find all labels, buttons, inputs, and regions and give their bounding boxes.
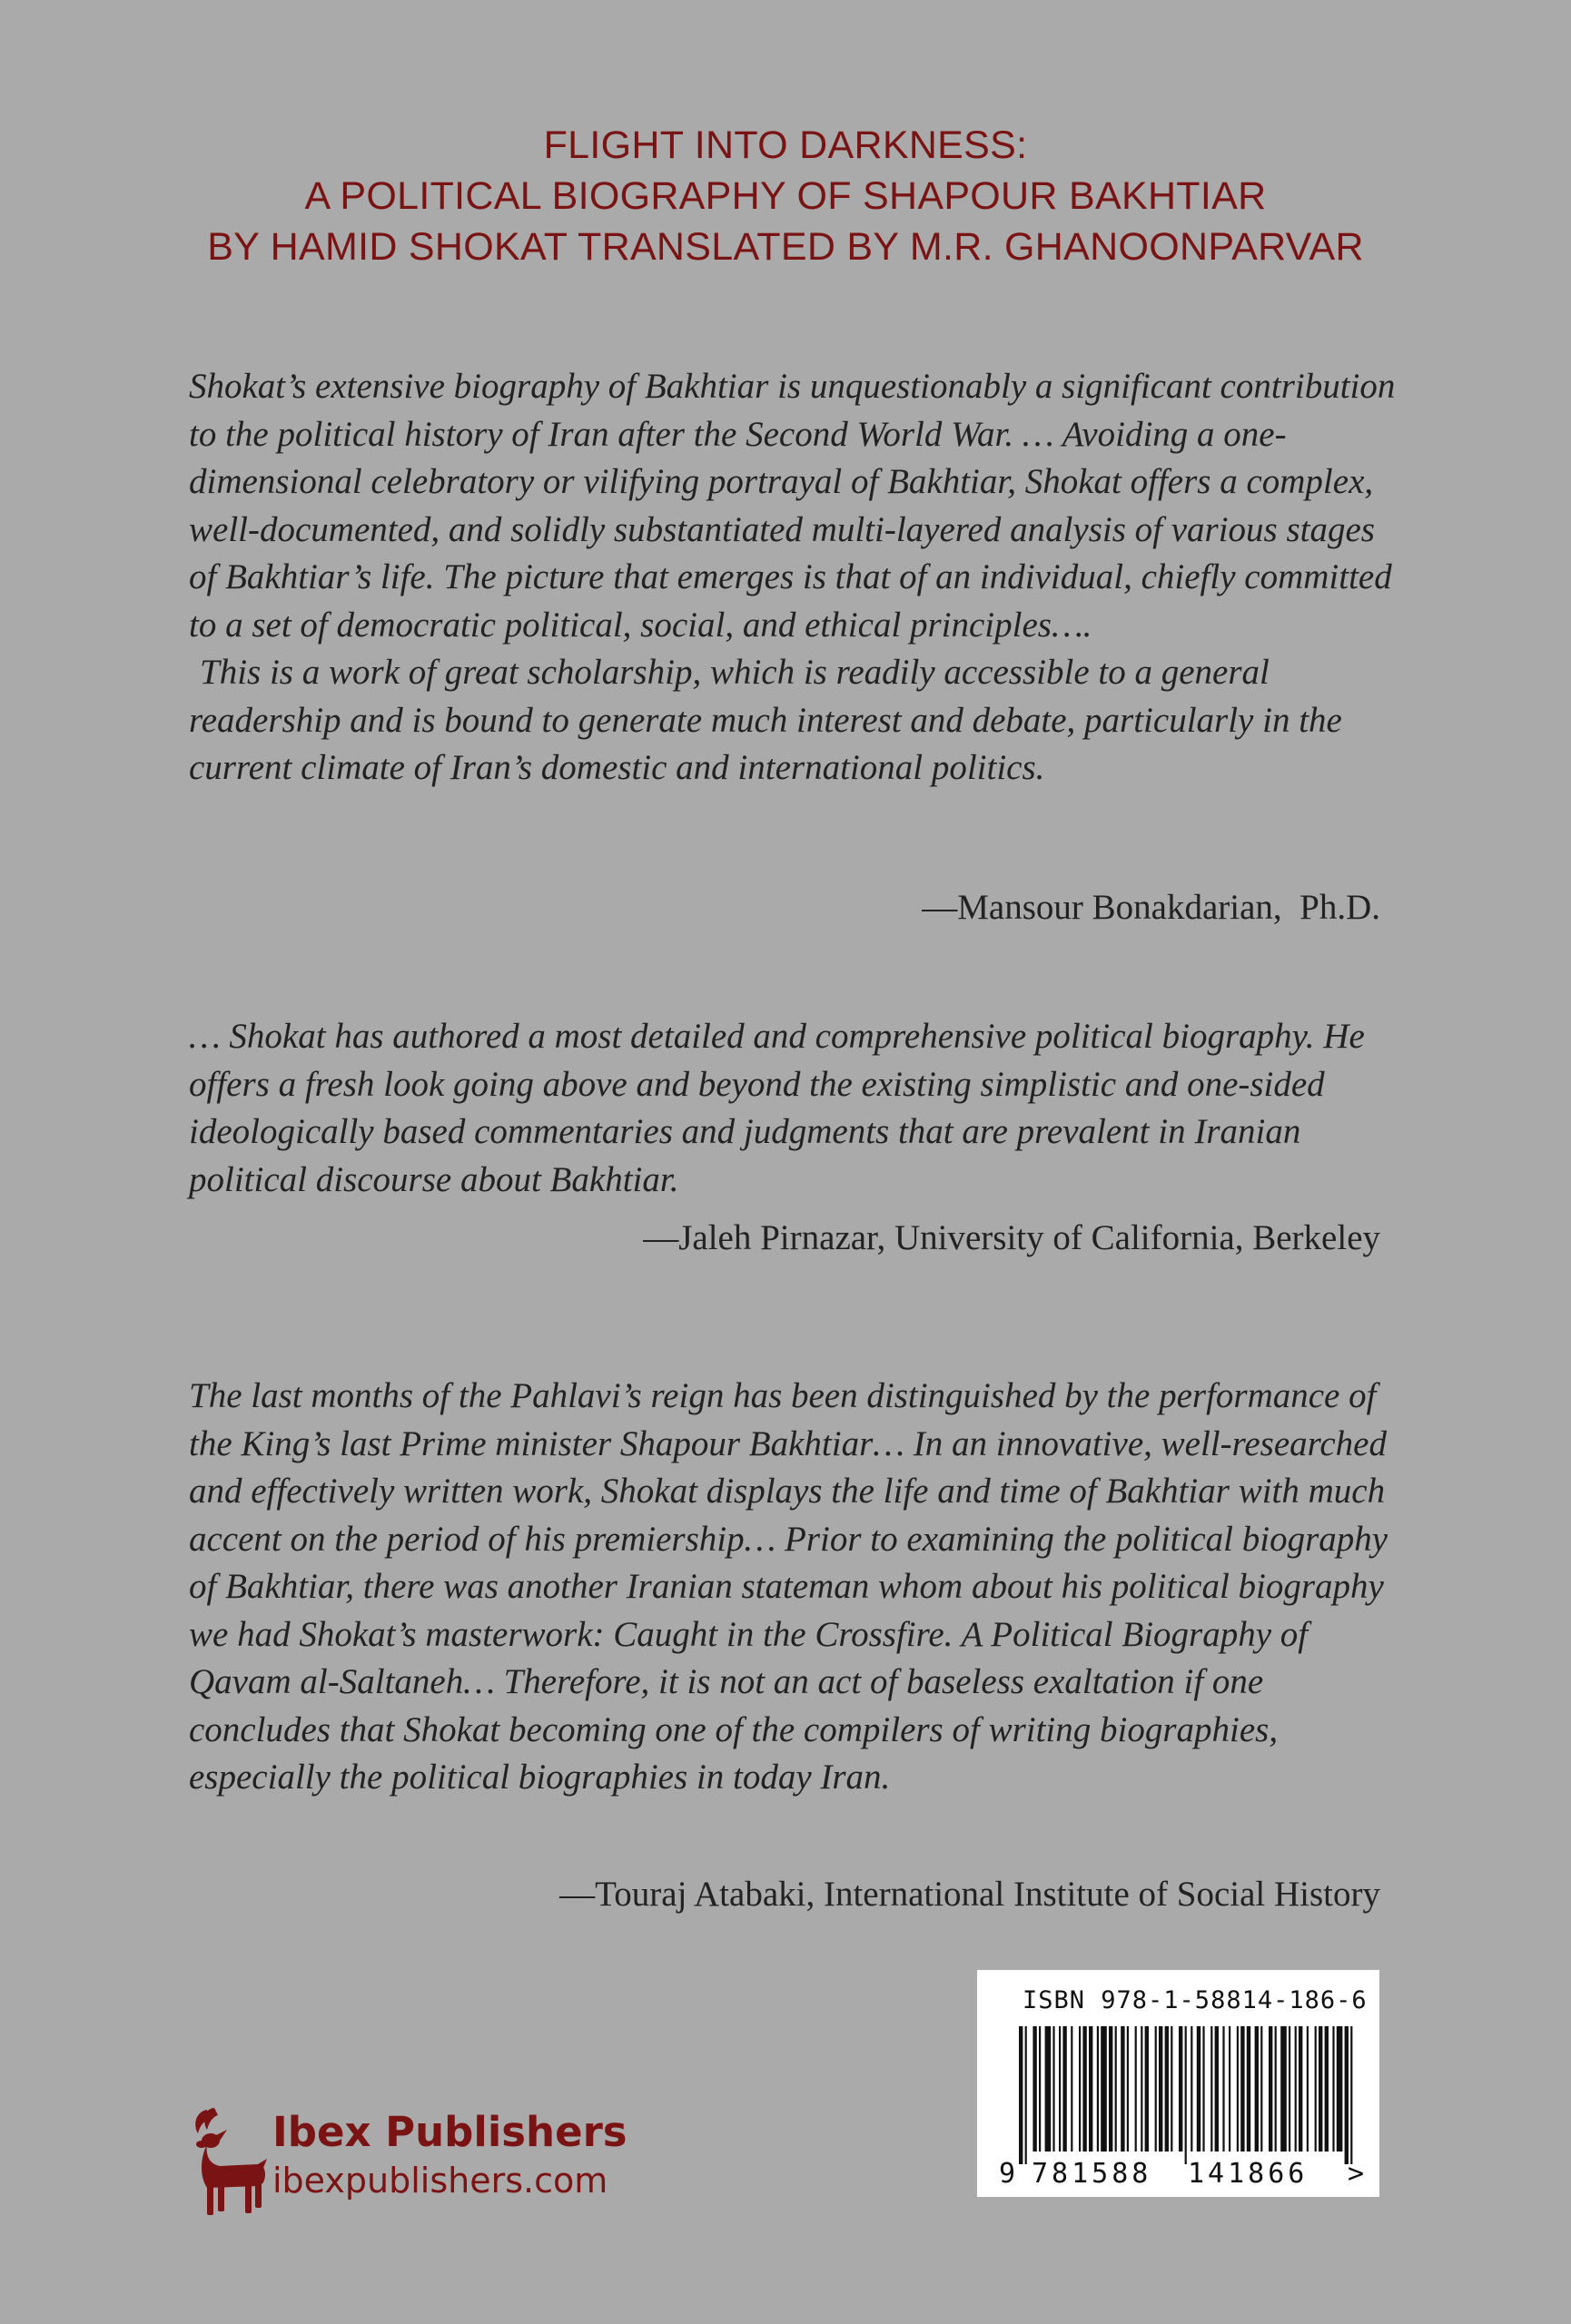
barcode-digits-left: 781588 <box>1032 2158 1152 2190</box>
review-3-quote <box>189 1373 1397 1802</box>
publisher-logo <box>180 2104 634 2231</box>
isbn-barcode-box <box>977 1970 1379 2197</box>
review-2-quote <box>189 1013 1397 1204</box>
review-2-paragraph-1: … Shokat has authored a most detailed and comprehensive political biography. He offers a fresh look going above and beyond the existing simplistic and one-sided ideologically based commentaries and judgments that are prevalent in Iranian political discourse about Bakhtiar. <box>189 1017 1365 1199</box>
review-2-attribution: —Jaleh Pirnazar, University of California, Berkeley <box>643 1218 1380 1257</box>
review-1-quote <box>189 363 1397 793</box>
isbn-label: ISBN 978-1-58814-186-6 <box>1023 1986 1368 2014</box>
publisher-name: Ibex Publishers <box>272 2108 627 2156</box>
publisher-url: ibexpublishers.com <box>272 2161 608 2201</box>
book-title-block <box>0 120 1571 272</box>
title-line-3: BY HAMID SHOKAT TRANSLATED BY M.R. GHANOONPARVAR <box>207 225 1364 269</box>
barcode-digit-tail: > <box>1348 2158 1365 2190</box>
review-1-attribution: —Mansour Bonakdarian, Ph.D. <box>922 888 1380 927</box>
title-line-2: A POLITICAL BIOGRAPHY OF SHAPOUR BAKHTIAR <box>304 174 1267 218</box>
review-1-paragraph-1: Shokat’s extensive biography of Bakhtiar is unquestionably a significant contribution to the political history of Iran after the Second World War. … Avoiding a one-dimensional celebratory or vilifying portrayal of Bakhtiar, Shokat offers a complex, well-documented, and solidly substantiated multi-layered analysis of various stages of Bakhtiar’s life. The picture that emerges is that of an individual, chiefly committed to a set of democratic political, social, and ethical principles…. <box>189 367 1396 645</box>
review-1-paragraph-2: This is a work of great scholarship, which is readily accessible to a general readership and is bound to generate much interest and debate, particularly in the current climate of Iran’s domestic and international politics. <box>189 653 1342 787</box>
barcode-digit-lead: 9 <box>999 2158 1016 2190</box>
review-3-attribution: —Touraj Atabaki, International Institute of Social History <box>559 1875 1380 1914</box>
barcode-bars <box>1019 2026 1352 2164</box>
barcode-digits-right: 141866 <box>1188 2158 1309 2190</box>
ibex-goat-icon <box>180 2104 271 2222</box>
title-line-1: FLIGHT INTO DARKNESS: <box>543 123 1028 167</box>
barcode <box>995 2026 1368 2190</box>
review-3-paragraph-1: The last months of the Pahlavi’s reign has been distinguished by the performance of the King’s last Prime minister Shapour Bakhtiar… In an innovative, well-researched and effectively written work, Shokat displays the life and time of Bakhtiar with much accent on the period of his premiership… Prior to examining the political biography of Bakhtiar, there was another Iranian stateman whom about his political biography we had Shokat’s masterwork: Caught in the Crossfire. A Political Biography of Qavam al-Saltaneh… Therefore, it is not an act of baseless exaltation if one concludes that Shokat becoming one of the compilers of writing biographies, especially the political biographies in today Iran. <box>189 1376 1388 1797</box>
